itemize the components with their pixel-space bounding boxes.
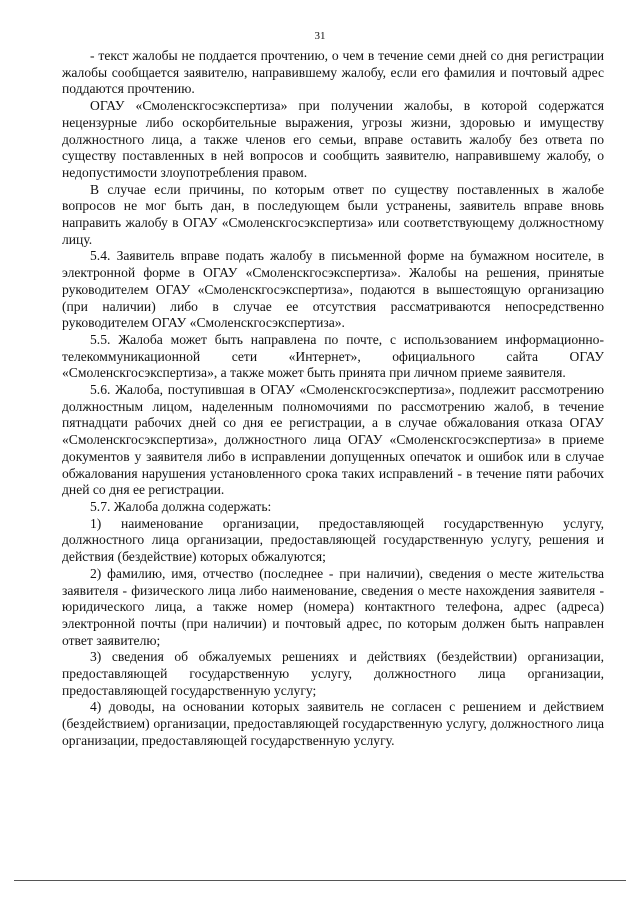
list-item-1: 1) наименование организации, предоставляющей государственную услугу, должностного лица организации, предоставляющей государственную услугу, решения и действия (бездействие) которых обжалуются; — [62, 515, 604, 565]
paragraph-reasons-eliminated: В случае если причины, по которым ответ по существу поставленных в жалобе вопросов не мог быть дан, в последующем были устранены, заявитель вправе вновь направить жалобу в ОГАУ «Смоленскгосэкспертиза» или соответствующему должностному лицу. — [62, 181, 604, 247]
list-item-4: 4) доводы, на основании которых заявитель не согласен с решением и действием (бездействием) организации, предоставляющей государственную услугу, должностного лица организации, предоставляющей государственную услугу. — [62, 699, 604, 748]
paragraph-5-6: 5.6. Жалоба, поступившая в ОГАУ «Смоленскгосэкспертиза», подлежит рассмотрению должностным лицом, наделенным полномочиями по рассмотрению жалоб, в течение пятнадцати рабочих дней со дня ее регистрации, а в случае обжалования отказа ОГАУ «Смоленскгосэкспертиза», должностного лица ОГАУ «Смоленскгосэкспертиза» в приеме документов у заявителя либо в исправлении допущенных опечаток и ошибок или в случае обжалования нарушения установленного срока таких исправлений - в течение пяти рабочих дней со дня ее регистрации. — [62, 382, 604, 498]
list-item-2: 2) фамилию, имя, отчество (последнее - при наличии), сведения о месте жительства заявителя - физического лица либо наименование, сведения о месте нахождения заявителя - юридического лица, а также номер (номера) контактного телефона, адрес (адреса) электронной почты (при наличии) и почтовый адрес, по которым должен быть направлен ответ заявителю; — [62, 565, 604, 648]
paragraph-offensive-complaint: ОГАУ «Смоленскгосэкспертиза» при получении жалобы, в которой содержатся нецензурные либо оскорбительные выражения, угрозы жизни, здоровью и имуществу должностного лица, а также членов его семьи, вправе оставить жалобу без ответа по существу поставленных в ней вопросов и сообщить заявителю, направившему жалобу, о недопустимости злоупотребления правом. — [62, 98, 604, 180]
paragraph-5-4: 5.4. Заявитель вправе подать жалобу в письменной форме на бумажном носителе, в электронной форме в ОГАУ «Смоленскгосэкспертиза». Жалобы на решения, принятые руководителем ОГАУ «Смоленскгосэкспертиза», подаются в вышестоящую организацию (при наличии) либо в случае ее отсутствия рассматриваются непосредственно руководителем ОГАУ «Смоленскгосэкспертиза». — [62, 248, 604, 331]
document-body — [62, 48, 604, 750]
bottom-divider — [14, 880, 626, 881]
paragraph-5-5: 5.5. Жалоба может быть направлена по почте, с использованием информационно-телекоммуникационной сети «Интернет», официального сайта ОГАУ «Смоленскгосэкспертиза», а также может быть принята при личном приеме заявителя. — [62, 331, 604, 381]
paragraph-unreadable-complaint: - текст жалобы не поддается прочтению, о чем в течение семи дней со дня регистрации жалобы сообщается заявителю, направившему жалобу, если его фамилия и почтовый адрес поддаются прочтению. — [62, 48, 604, 97]
paragraph-5-7: 5.7. Жалоба должна содержать: — [90, 498, 272, 514]
list-item-3: 3) сведения об обжалуемых решениях и действиях (бездействии) организации, предоставляющей государственную услугу, должностного лица организации, предоставляющей государственную услугу; — [62, 649, 604, 698]
page-number: 31 — [314, 30, 326, 42]
